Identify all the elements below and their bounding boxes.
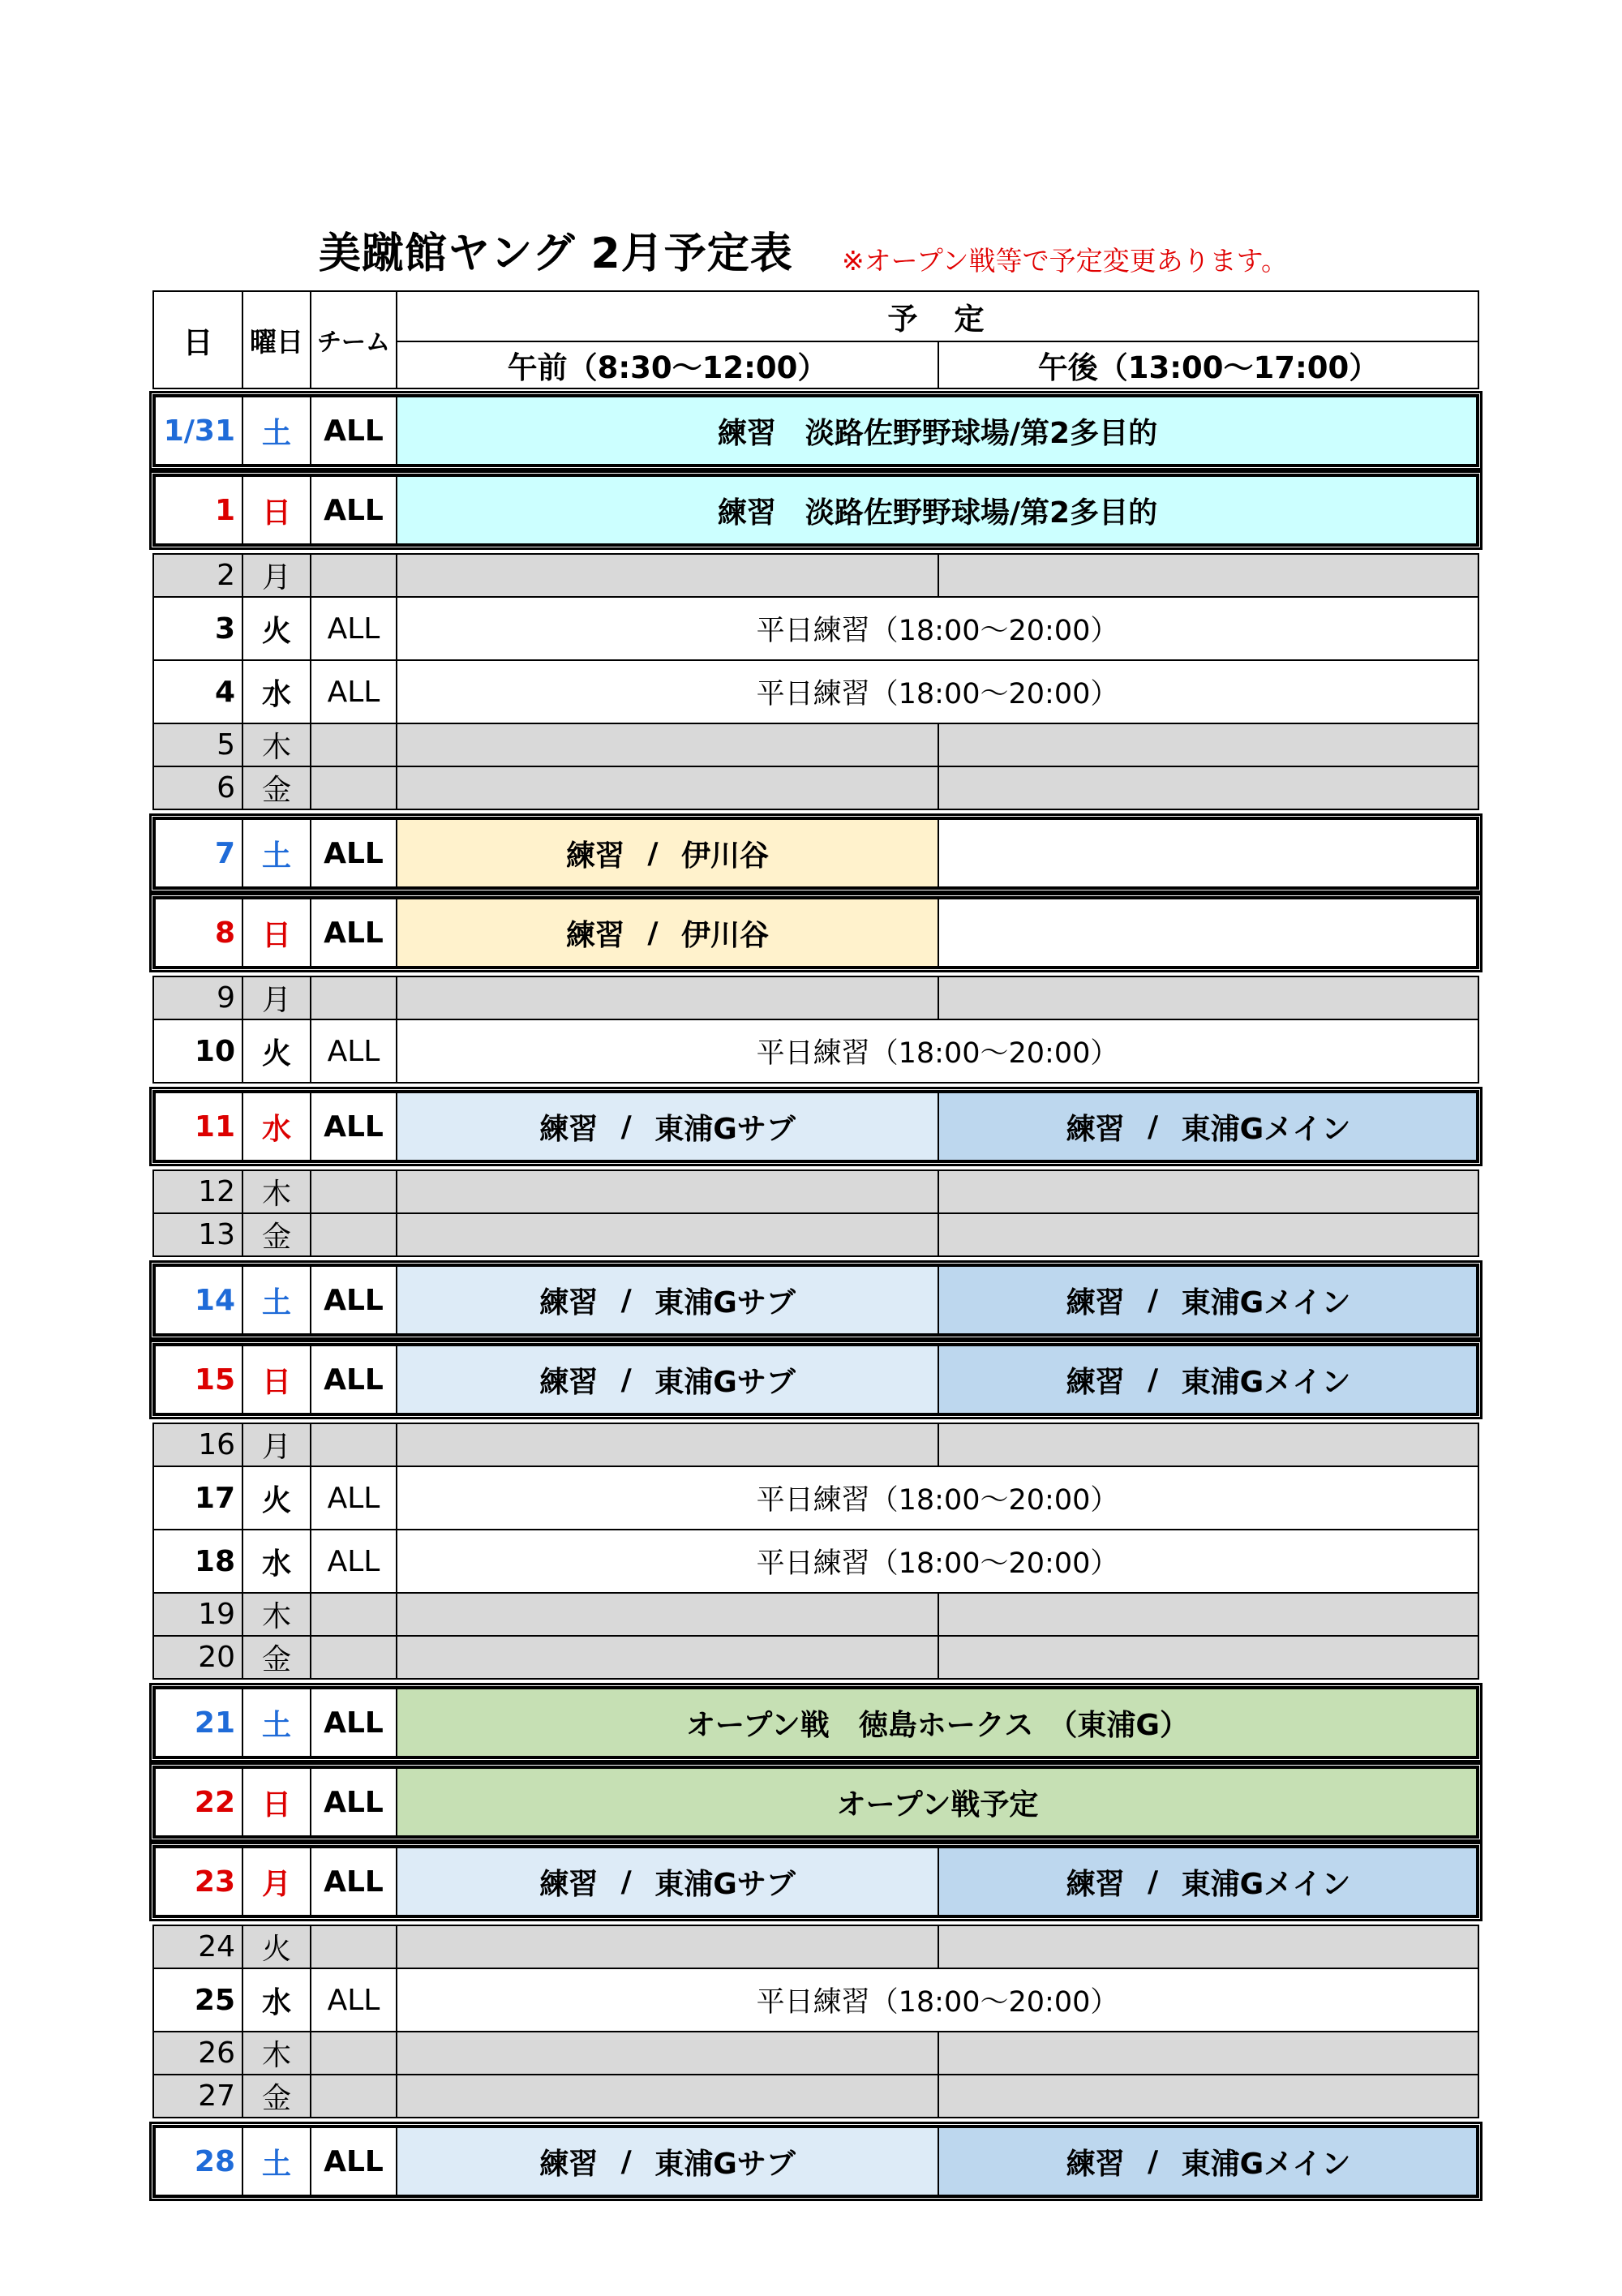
row-team-empty <box>310 553 397 598</box>
row-morning <box>396 896 939 969</box>
row-day: 12 <box>152 1169 243 1214</box>
row-weekday: 水 <box>242 1529 311 1594</box>
header-morning: 午前（8:30～12:00） <box>396 341 939 389</box>
row-day: 21 <box>152 1686 243 1759</box>
row-day: 7 <box>152 817 243 890</box>
row-weekday: 木 <box>242 2031 311 2075</box>
row-weekday: 水 <box>242 1090 311 1163</box>
row-morning-empty <box>396 1925 939 1969</box>
row-event: 練習 淡路佐野野球場/第2多目的 <box>396 474 1479 547</box>
row-day: 25 <box>152 1968 243 2032</box>
row-morning-separator: / <box>620 1109 632 1144</box>
row-afternoon <box>938 1090 1479 1163</box>
row-weekday: 水 <box>242 659 311 724</box>
row-morning-empty <box>396 766 939 810</box>
row-morning-venue: 東浦Gサブ <box>654 1112 796 1146</box>
row-weekday: 金 <box>242 2074 311 2118</box>
row-weekday: 火 <box>242 1925 311 1969</box>
row-weekday: 月 <box>242 976 311 1020</box>
row-team-empty <box>310 1925 397 1969</box>
row-weekday: 土 <box>242 2125 311 2198</box>
row-team-empty <box>310 976 397 1020</box>
row-afternoon <box>938 1264 1479 1337</box>
row-weekday: 土 <box>242 394 311 467</box>
row-team: ALL <box>310 1343 397 1416</box>
row-weekday-practice: 平日練習（18:00～20:00） <box>396 1019 1479 1084</box>
row-team-empty <box>310 1212 397 1257</box>
row-morning <box>396 1264 939 1337</box>
row-weekday: 月 <box>242 1845 311 1918</box>
row-morning <box>396 2125 939 2198</box>
header-weekday: 曜日 <box>242 290 311 389</box>
row-team: ALL <box>310 896 397 969</box>
row-afternoon-empty <box>938 896 1479 969</box>
row-weekday-practice: 平日練習（18:00～20:00） <box>396 1968 1479 2032</box>
row-event: オープン戦 徳島ホークス （東浦G） <box>396 1686 1479 1759</box>
row-afternoon-empty <box>938 2074 1479 2118</box>
header-schedule: 予 定 <box>396 290 1479 342</box>
row-team: ALL <box>310 596 397 661</box>
row-day: 1/31 <box>152 394 243 467</box>
row-afternoon-separator: / <box>1148 2144 1159 2178</box>
row-day: 1 <box>152 474 243 547</box>
row-weekday-practice: 平日練習（18:00～20:00） <box>396 596 1479 661</box>
row-day: 22 <box>152 1766 243 1839</box>
row-day: 11 <box>152 1090 243 1163</box>
row-team-empty <box>310 723 397 767</box>
row-afternoon-activity: 練習 <box>1066 1867 1125 1901</box>
row-weekday: 土 <box>242 1264 311 1337</box>
row-team: ALL <box>310 1264 397 1337</box>
row-team-empty <box>310 2074 397 2118</box>
row-afternoon <box>938 2125 1479 2198</box>
row-morning-empty <box>396 2031 939 2075</box>
row-afternoon-activity: 練習 <box>1066 1285 1125 1320</box>
row-morning-activity: 練習 <box>539 1285 599 1320</box>
row-weekday: 日 <box>242 896 311 969</box>
row-team: ALL <box>310 1019 397 1084</box>
row-day: 3 <box>152 596 243 661</box>
row-afternoon-empty <box>938 1423 1479 1467</box>
row-morning-empty <box>396 723 939 767</box>
row-team: ALL <box>310 474 397 547</box>
row-morning-separator: / <box>647 836 659 870</box>
row-team-empty <box>310 1423 397 1467</box>
row-weekday: 木 <box>242 1169 311 1214</box>
row-afternoon-separator: / <box>1148 1363 1159 1397</box>
row-weekday: 木 <box>242 723 311 767</box>
page-title: 美蹴館ヤング 2月予定表 <box>319 230 793 278</box>
row-afternoon-separator: / <box>1148 1283 1159 1317</box>
row-afternoon-empty <box>938 723 1479 767</box>
row-afternoon-empty <box>938 553 1479 598</box>
row-day: 19 <box>152 1592 243 1637</box>
row-team-empty <box>310 766 397 810</box>
row-team: ALL <box>310 394 397 467</box>
row-afternoon-empty <box>938 2031 1479 2075</box>
row-weekday: 土 <box>242 817 311 890</box>
schedule-table <box>152 290 1479 2181</box>
row-afternoon-separator: / <box>1148 1865 1159 1899</box>
row-morning-empty <box>396 1592 939 1637</box>
row-weekday-practice: 平日練習（18:00～20:00） <box>396 1529 1479 1594</box>
row-morning-venue: 東浦Gサブ <box>654 1285 796 1320</box>
row-team-empty <box>310 1635 397 1680</box>
row-team: ALL <box>310 1466 397 1530</box>
row-team: ALL <box>310 1845 397 1918</box>
row-team: ALL <box>310 1968 397 2032</box>
row-morning-separator: / <box>620 1363 632 1397</box>
row-weekday: 月 <box>242 553 311 598</box>
row-day: 6 <box>152 766 243 810</box>
row-morning-venue: 東浦Gサブ <box>654 2147 796 2181</box>
row-weekday: 火 <box>242 596 311 661</box>
row-morning-venue: 東浦Gサブ <box>654 1867 796 1901</box>
row-day: 15 <box>152 1343 243 1416</box>
row-weekday: 水 <box>242 1968 311 2032</box>
row-morning-separator: / <box>620 1865 632 1899</box>
row-morning-empty <box>396 1423 939 1467</box>
row-weekday: 火 <box>242 1466 311 1530</box>
schedule-change-note: ※オープン戦等で予定変更あります。 <box>842 245 1289 277</box>
row-team: ALL <box>310 659 397 724</box>
row-weekday: 日 <box>242 1766 311 1839</box>
row-morning-empty <box>396 1635 939 1680</box>
row-event: 練習 淡路佐野野球場/第2多目的 <box>396 394 1479 467</box>
row-team-empty <box>310 2031 397 2075</box>
row-afternoon-activity: 練習 <box>1066 1112 1125 1146</box>
row-team: ALL <box>310 1090 397 1163</box>
row-day: 10 <box>152 1019 243 1084</box>
row-morning-empty <box>396 976 939 1020</box>
row-team: ALL <box>310 817 397 890</box>
row-day: 16 <box>152 1423 243 1467</box>
row-morning-activity: 練習 <box>539 1867 599 1901</box>
row-day: 8 <box>152 896 243 969</box>
row-morning-empty <box>396 553 939 598</box>
row-day: 23 <box>152 1845 243 1918</box>
row-day: 27 <box>152 2074 243 2118</box>
row-afternoon-venue: 東浦Gメイン <box>1181 1285 1351 1320</box>
row-day: 20 <box>152 1635 243 1680</box>
row-afternoon-empty <box>938 1592 1479 1637</box>
row-afternoon-empty <box>938 1925 1479 1969</box>
row-morning <box>396 1090 939 1163</box>
row-afternoon <box>938 1845 1479 1918</box>
row-weekday: 金 <box>242 1212 311 1257</box>
row-morning-venue: 伊川谷 <box>681 839 770 873</box>
row-afternoon-empty <box>938 766 1479 810</box>
row-day: 5 <box>152 723 243 767</box>
row-team: ALL <box>310 1766 397 1839</box>
row-morning-empty <box>396 1212 939 1257</box>
header-afternoon: 午後（13:00～17:00） <box>938 341 1479 389</box>
row-afternoon-empty <box>938 1212 1479 1257</box>
row-day: 9 <box>152 976 243 1020</box>
row-weekday: 土 <box>242 1686 311 1759</box>
row-morning-separator: / <box>620 1283 632 1317</box>
row-afternoon-empty <box>938 1635 1479 1680</box>
row-afternoon-venue: 東浦Gメイン <box>1181 2147 1351 2181</box>
row-afternoon-separator: / <box>1148 1109 1159 1144</box>
row-morning-activity: 練習 <box>539 1112 599 1146</box>
row-morning <box>396 1343 939 1416</box>
row-morning-empty <box>396 2074 939 2118</box>
row-team-empty <box>310 1592 397 1637</box>
row-weekday: 金 <box>242 766 311 810</box>
row-day: 18 <box>152 1529 243 1594</box>
row-team: ALL <box>310 1529 397 1594</box>
row-afternoon-venue: 東浦Gメイン <box>1181 1365 1351 1399</box>
row-afternoon-venue: 東浦Gメイン <box>1181 1867 1351 1901</box>
row-morning-activity: 練習 <box>565 839 624 873</box>
row-day: 26 <box>152 2031 243 2075</box>
row-morning-venue: 東浦Gサブ <box>654 1365 796 1399</box>
row-afternoon-empty <box>938 1169 1479 1214</box>
row-morning <box>396 817 939 890</box>
row-day: 13 <box>152 1212 243 1257</box>
row-weekday: 月 <box>242 1423 311 1467</box>
row-weekday: 火 <box>242 1019 311 1084</box>
row-day: 2 <box>152 553 243 598</box>
row-weekday: 木 <box>242 1592 311 1637</box>
row-weekday: 金 <box>242 1635 311 1680</box>
row-day: 4 <box>152 659 243 724</box>
row-weekday: 日 <box>242 1343 311 1416</box>
row-afternoon-venue: 東浦Gメイン <box>1181 1112 1351 1146</box>
row-weekday-practice: 平日練習（18:00～20:00） <box>396 1466 1479 1530</box>
row-afternoon-activity: 練習 <box>1066 2147 1125 2181</box>
row-weekday: 日 <box>242 474 311 547</box>
row-morning-venue: 伊川谷 <box>681 918 770 952</box>
row-morning <box>396 1845 939 1918</box>
row-team-empty <box>310 1169 397 1214</box>
row-day: 24 <box>152 1925 243 1969</box>
row-day: 28 <box>152 2125 243 2198</box>
header-day: 日 <box>152 290 243 389</box>
row-afternoon <box>938 1343 1479 1416</box>
row-morning-activity: 練習 <box>565 918 624 952</box>
header-team: チーム <box>310 290 397 389</box>
row-afternoon-activity: 練習 <box>1066 1365 1125 1399</box>
row-weekday-practice: 平日練習（18:00～20:00） <box>396 659 1479 724</box>
row-afternoon-empty <box>938 976 1479 1020</box>
row-morning-separator: / <box>620 2144 632 2178</box>
row-event: オープン戦予定 <box>396 1766 1479 1839</box>
row-team: ALL <box>310 1686 397 1759</box>
row-day: 14 <box>152 1264 243 1337</box>
row-afternoon-empty <box>938 817 1479 890</box>
row-morning-activity: 練習 <box>539 2147 599 2181</box>
row-morning-empty <box>396 1169 939 1214</box>
row-morning-activity: 練習 <box>539 1365 599 1399</box>
row-morning-separator: / <box>647 916 659 950</box>
row-team: ALL <box>310 2125 397 2198</box>
row-day: 17 <box>152 1466 243 1530</box>
